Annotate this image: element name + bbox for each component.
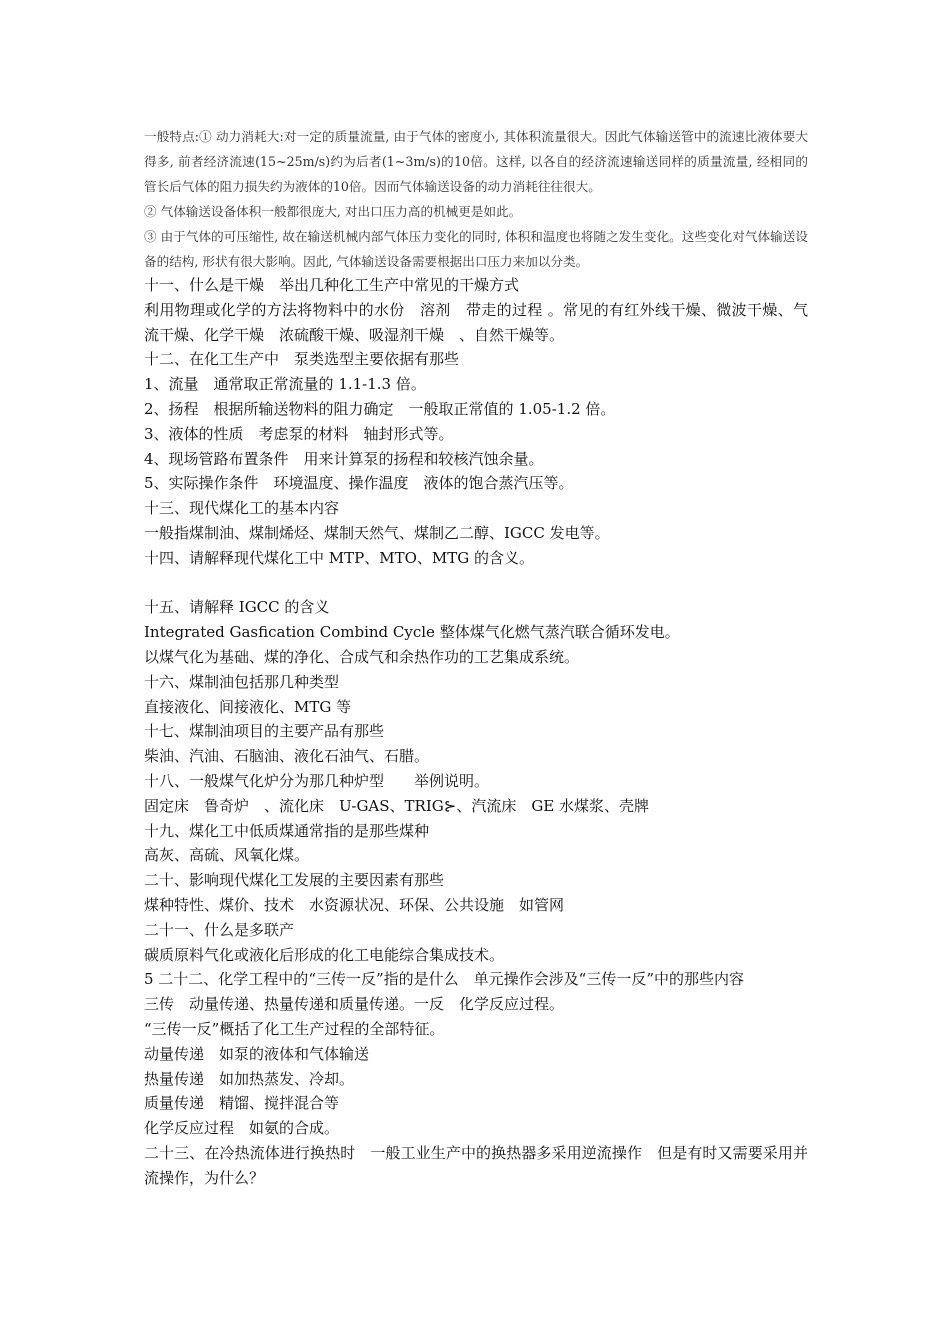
- intro-paragraph-1: 一般特点:① 动力消耗大:对一定的质量流量, 由于气体的密度小, 其体积流量很大。因此气体输送管中的流速比液体要大得多, 前者经济流速(15~25m/s)约为后者(1~3m/s)的10倍。这样, 以各自的经济流速输送同样的质量流量, 经相同的管长后气体的阻力损失约为液体的10倍。因而气体输送设备的动力消耗往往很大。: [144, 129, 808, 194]
- question-13-heading: 十三、现代煤化工的基本内容: [144, 499, 340, 518]
- question-19-heading: 十九、煤化工中低质煤通常指的是那些煤种: [144, 821, 430, 840]
- answer-12-item-4: 4、现场管路布置条件 用来计算泵的扬程和较核汽蚀余量。: [144, 449, 544, 468]
- question-17-heading: 十七、煤制油项目的主要产品有那些: [144, 722, 385, 741]
- question-22-heading: 5 二十二、化学工程中的“三传一反”指的是什么 单元操作会涉及“三传一反”中的那些内容: [144, 970, 744, 989]
- question-20-heading: 二十、影响现代煤化工发展的主要因素有那些: [144, 871, 445, 890]
- blank-line: [144, 571, 808, 596]
- answer-15-line-1: Integrated Gasfication Combind Cycle 整体煤气化燃气蒸汽联合循环发电。: [144, 623, 680, 642]
- question-12-heading: 十二、在化工生产中 泵类选型主要依据有那些: [144, 350, 460, 369]
- question-23-heading: 二十三、在冷热流体进行换热时 一般工业生产中的换热器多采用逆流操作 但是有时又需要采用并流操作，为什么？: [144, 1143, 808, 1187]
- body-section: [144, 273, 808, 1190]
- answer-16: 直接液化、间接液化、MTG 等: [144, 697, 352, 716]
- answer-22-line-1: 三传 动量传递、热量传递和质量传递。一反 化学反应过程。: [144, 995, 565, 1014]
- answer-15-line-2: 以煤气化为基础、煤的净化、合成气和余热作功的工艺集成系统。: [144, 647, 580, 666]
- question-14-heading: 十四、请解释现代煤化工中 MTP、MTO、MTG 的含义。: [144, 548, 535, 567]
- question-16-heading: 十六、煤制油包括那几种类型: [144, 672, 340, 691]
- answer-13: 一般指煤制油、煤制烯烃、煤制天然气、煤制乙二醇、IGCC 发电等。: [144, 523, 610, 542]
- question-18-heading: 十八、一般煤气化炉分为那几种炉型 举例说明。: [144, 771, 490, 790]
- answer-22-line-6: 化学反应过程 如氨的合成。: [144, 1119, 340, 1138]
- answer-19: 高灰、高硫、风氧化煤。: [144, 846, 310, 865]
- answer-12-item-1: 1、流量 通常取正常流量的 1.1-1.3 倍。: [144, 375, 426, 394]
- answer-22-line-4: 热量传递 如加热蒸发、冷却。: [144, 1069, 355, 1088]
- answer-22-line-2: “三传一反”概括了化工生产过程的全部特征。: [144, 1019, 445, 1038]
- answer-22-line-5: 质量传递 精馏、搅拌混合等: [144, 1094, 340, 1113]
- answer-12-item-5: 5、实际操作条件 环境温度、操作温度 液体的饱合蒸汽压等。: [144, 474, 574, 493]
- intro-paragraph-2: ② 气体输送设备体积一般都很庞大, 对出口压力高的机械更是如此。: [144, 204, 522, 219]
- answer-12-item-3: 3、液体的性质 考虑泵的材料 轴封形式等。: [144, 424, 454, 443]
- answer-20: 煤种特性、煤价、技术 水资源状况、环保、公共设施 如管网: [144, 895, 565, 914]
- question-21-heading: 二十一、什么是多联产: [144, 920, 295, 939]
- question-15-heading: 十五、请解释 IGCC 的含义: [144, 598, 330, 617]
- answer-18: 固定床 鲁奇炉 、流化床 U-GAS、TRIG⊱、汽流床 GE 水煤浆、壳牌: [144, 796, 650, 815]
- answer-21: 碳质原料气化或液化后形成的化工电能综合集成技术。: [144, 945, 505, 964]
- answer-17: 柴油、汽油、石脑油、液化石油气、石腊。: [144, 747, 430, 766]
- answer-22-line-3: 动量传递 如泵的液体和气体输送: [144, 1044, 370, 1063]
- intro-section: [144, 124, 808, 274]
- answer-12-item-2: 2、扬程 根据所输送物料的阻力确定 一般取正常值的 1.05-1.2 倍。: [144, 399, 616, 418]
- answer-11: 利用物理或化学的方法将物料中的水份 溶剂 带走的过程 。常见的有红外线干燥、微波干燥、气流干燥、化学干燥 浓硫酸干燥、吸湿剂干燥 、自然干燥等。: [144, 300, 808, 344]
- question-11-heading: 十一、什么是干燥 举出几种化工生产中常见的干燥方式: [144, 276, 520, 294]
- intro-paragraph-3: ③ 由于气体的可压缩性, 故在输送机械内部气体压力变化的同时, 体积和温度也将随之发生变化。这些变化对气体输送设备的结构, 形状有很大影响。因此, 气体输送设备需要根据出口压力来加以分类。: [144, 229, 808, 269]
